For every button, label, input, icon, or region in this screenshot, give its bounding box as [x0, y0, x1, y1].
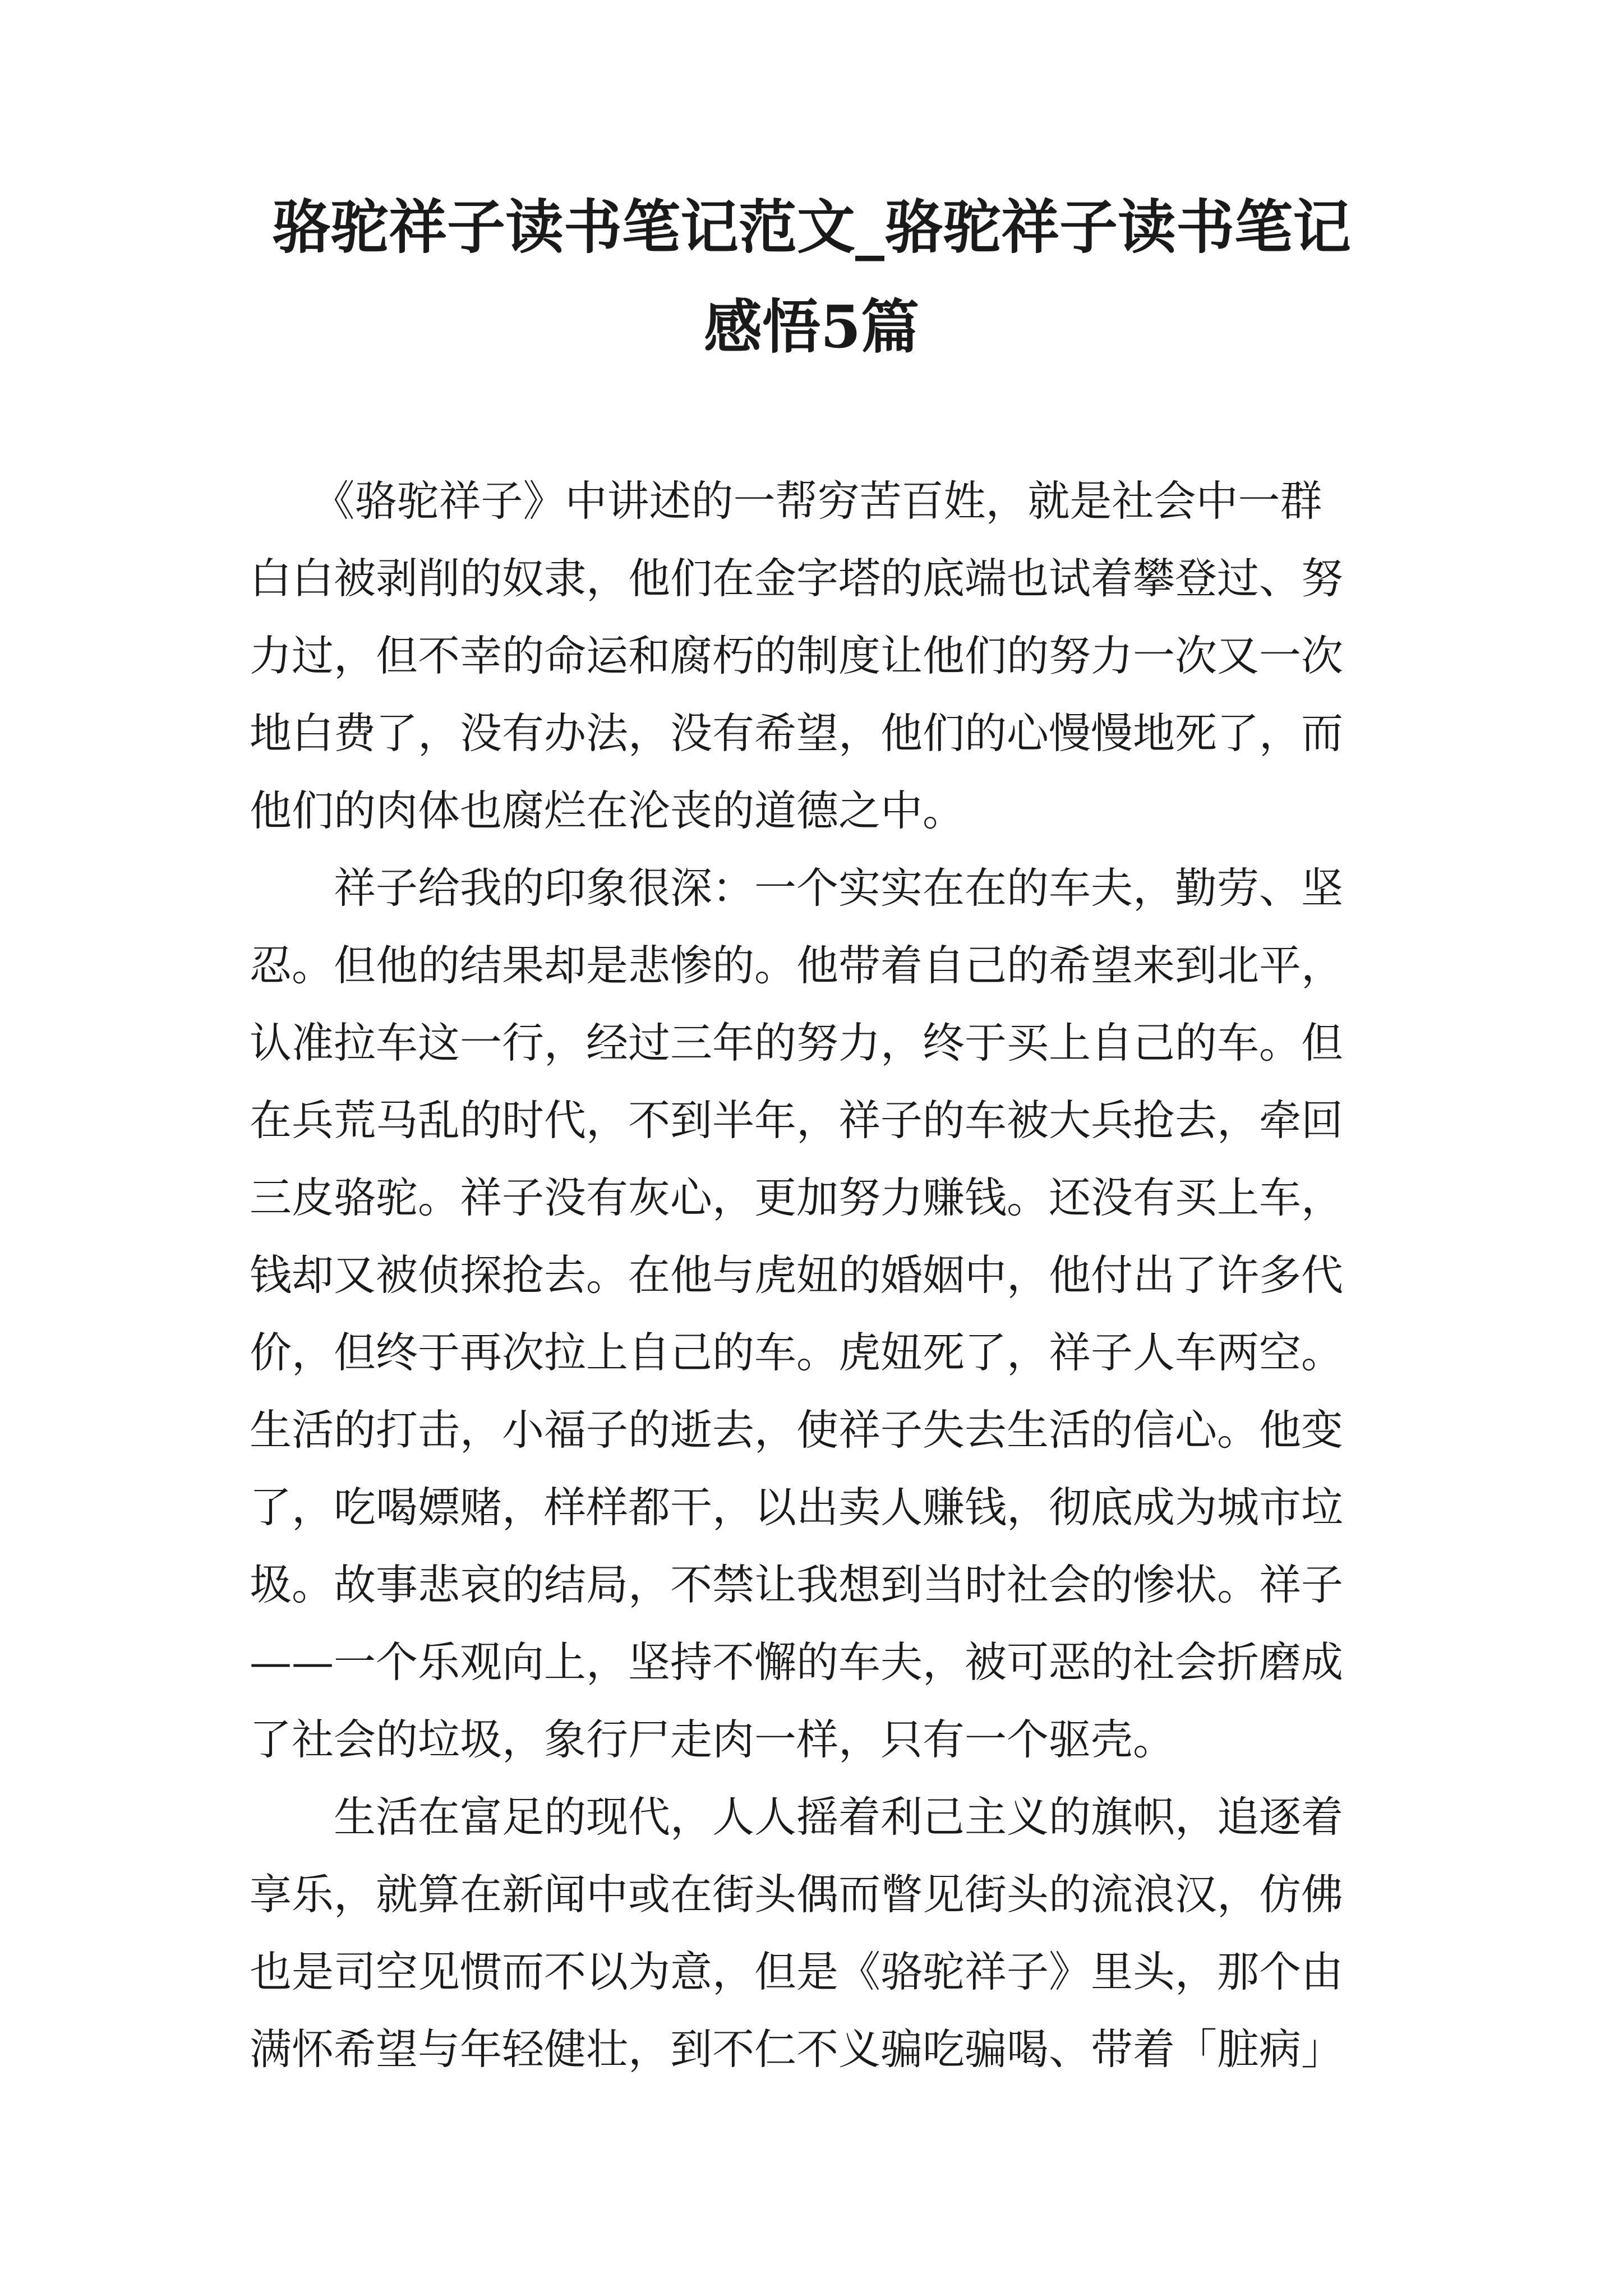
paragraph-line: 满怀希望与年轻健壮，到不仁不义骗吃骗喝、带着「脏病」 — [250, 2024, 1344, 2074]
paragraph-line: 《骆驼祥子》中讲述的一帮穷苦百姓，就是社会中一群 — [250, 476, 1322, 526]
paragraph-line: 祥子给我的印象很深：一个实实在在的车夫，勤劳、坚 — [250, 863, 1344, 913]
paragraph-line: 力过，但不幸的命运和腐朽的制度让他们的努力一次又一次 — [250, 631, 1344, 680]
paragraph-line: ——一个乐观向上，坚持不懈的车夫，被可恶的社会折磨成 — [250, 1637, 1344, 1687]
document-title-line-2: 感悟5篇 — [703, 292, 920, 361]
paragraph-line: 生活在富足的现代，人人摇着利己主义的旗帜，追逐着 — [250, 1792, 1344, 1842]
paragraph-line: 也是司空见惯而不以为意，但是《骆驼祥子》里头，那个由 — [250, 1947, 1344, 1996]
paragraph-line: 生活的打击，小福子的逝去，使祥子失去生活的信心。他变 — [250, 1405, 1344, 1455]
paragraph-line: 了，吃喝嫖赌，样样都干，以出卖人赚钱，彻底成为城市垃 — [250, 1483, 1344, 1532]
paragraph-line: 圾。故事悲哀的结局，不禁让我想到当时社会的惨状。祥子 — [250, 1560, 1344, 1609]
paragraph-line: 价，但终于再次拉上自己的车。虎妞死了，祥子人车两空。 — [250, 1328, 1344, 1377]
paragraph-line: 享乐，就算在新闻中或在街头偶而瞥见街头的流浪汉，仿佛 — [250, 1870, 1344, 1919]
paragraph-line: 忍。但他的结果却是悲惨的。他带着自己的希望来到北平， — [250, 941, 1344, 990]
paragraph-line: 了社会的垃圾，象行尸走肉一样，只有一个驱壳。 — [250, 1715, 1175, 1764]
paragraph-line: 地白费了，没有办法，没有希望，他们的心慢慢地死了，而 — [250, 708, 1344, 758]
paragraph-line: 钱却又被侦探抢去。在他与虎妞的婚姻中，他付出了许多代 — [250, 1250, 1344, 1300]
paragraph-line: 白白被剥削的奴隶，他们在金字塔的底端也试着攀登过、努 — [250, 554, 1344, 603]
document-title-line-1: 骆驼祥子读书笔记范文_骆驼祥子读书笔记 — [271, 192, 1351, 261]
paragraph-line: 认准拉车这一行，经过三年的努力，终于买上自己的车。但 — [250, 1018, 1344, 1068]
paragraph-line: 他们的肉体也腐烂在沦丧的道德之中。 — [250, 786, 965, 835]
paragraph-line: 三皮骆驼。祥子没有灰心，更加努力赚钱。还没有买上车， — [250, 1173, 1344, 1222]
paragraph-line: 在兵荒马乱的时代，不到半年，祥子的车被大兵抢去，牵回 — [250, 1096, 1344, 1145]
